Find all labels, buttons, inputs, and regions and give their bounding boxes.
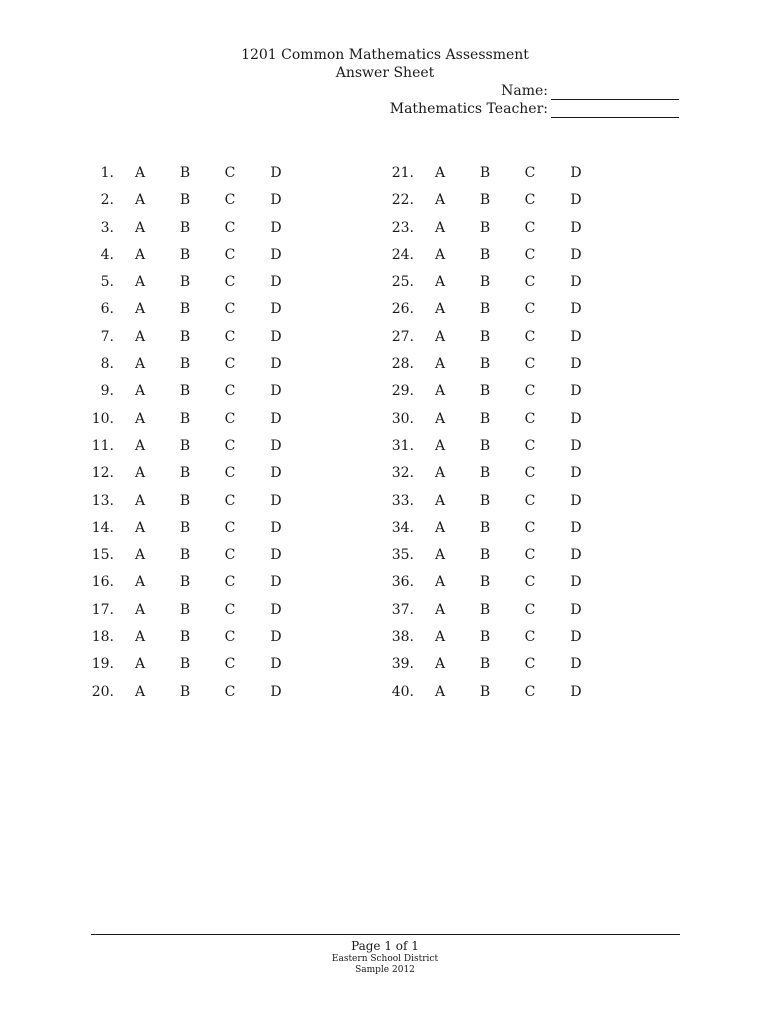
answer-option-c[interactable]: C (524, 519, 536, 536)
answer-option-d[interactable]: D (570, 383, 582, 400)
question-number: 33. (391, 492, 414, 509)
answer-option-b[interactable]: B (179, 574, 191, 591)
question-number: 1. (100, 165, 114, 181)
answer-option-c[interactable]: C (224, 192, 236, 209)
answer-option-d[interactable]: D (570, 410, 582, 427)
answer-option-a[interactable]: A (434, 437, 446, 454)
answer-option-b[interactable]: B (479, 465, 491, 482)
answer-option-c[interactable]: C (524, 165, 536, 181)
answer-option-d[interactable]: D (270, 683, 282, 700)
answer-option-a[interactable]: A (434, 574, 446, 591)
answer-option-d[interactable]: D (270, 547, 282, 564)
answer-option-d[interactable]: D (270, 328, 282, 345)
answer-option-d[interactable]: D (270, 165, 282, 181)
answer-option-b[interactable]: B (479, 574, 491, 591)
answer-option-c[interactable]: C (224, 629, 236, 646)
answer-option-d[interactable]: D (570, 301, 582, 318)
answer-option-a[interactable]: A (134, 274, 146, 291)
answer-option-a[interactable]: A (134, 356, 146, 373)
answer-option-a[interactable]: A (434, 492, 446, 509)
question-number: 18. (91, 629, 114, 646)
answer-option-b[interactable]: B (179, 219, 191, 236)
answer-option-b[interactable]: B (479, 383, 491, 400)
teacher-blank-line[interactable] (551, 103, 679, 118)
answer-option-b[interactable]: B (179, 465, 191, 482)
answer-option-a[interactable]: A (434, 683, 446, 700)
answer-option-d[interactable]: D (570, 547, 582, 564)
answer-option-c[interactable]: C (224, 547, 236, 564)
answer-option-d[interactable]: D (270, 246, 282, 263)
answer-option-b[interactable]: B (179, 192, 191, 209)
answer-option-a[interactable]: A (134, 683, 146, 700)
answer-option-b[interactable]: B (179, 356, 191, 373)
question-number: 7. (100, 328, 114, 345)
answer-option-b[interactable]: B (479, 656, 491, 673)
answer-option-c[interactable]: C (224, 683, 236, 700)
answer-option-c[interactable]: C (524, 219, 536, 236)
answer-option-c[interactable]: C (524, 301, 536, 318)
answer-option-a[interactable]: A (434, 383, 446, 400)
answer-option-c[interactable]: C (524, 465, 536, 482)
answer-option-d[interactable]: D (570, 165, 582, 181)
answer-option-a[interactable]: A (134, 656, 146, 673)
answer-option-c[interactable]: C (524, 437, 536, 454)
answer-option-c[interactable]: C (224, 410, 236, 427)
answer-option-a[interactable]: A (134, 328, 146, 345)
answer-option-b[interactable]: B (179, 547, 191, 564)
footer-divider (91, 934, 680, 935)
question-number: 14. (91, 519, 114, 536)
answer-option-b[interactable]: B (479, 165, 491, 181)
answer-option-b[interactable]: B (179, 165, 191, 181)
question-number: 12. (91, 465, 114, 482)
answer-option-d[interactable]: D (570, 574, 582, 591)
answer-option-b[interactable]: B (179, 601, 191, 618)
answer-option-a[interactable]: A (134, 165, 146, 181)
answer-option-d[interactable]: D (570, 601, 582, 618)
answer-option-c[interactable]: C (224, 465, 236, 482)
answer-option-c[interactable]: C (224, 219, 236, 236)
answer-option-b[interactable]: B (479, 328, 491, 345)
answer-option-b[interactable]: B (179, 656, 191, 673)
answer-option-d[interactable]: D (570, 465, 582, 482)
answer-option-b[interactable]: B (179, 301, 191, 318)
answer-option-d[interactable]: D (270, 519, 282, 536)
answer-option-b[interactable]: B (179, 383, 191, 400)
answer-option-c[interactable]: C (524, 274, 536, 291)
answer-option-d[interactable]: D (270, 629, 282, 646)
answer-option-c[interactable]: C (524, 547, 536, 564)
answer-option-c[interactable]: C (224, 492, 236, 509)
answer-option-c[interactable]: C (524, 601, 536, 618)
answer-option-a[interactable]: A (434, 656, 446, 673)
answer-option-d[interactable]: D (270, 301, 282, 318)
question-number: 19. (91, 656, 114, 673)
answer-option-b[interactable]: B (479, 410, 491, 427)
answer-option-a[interactable]: A (434, 328, 446, 345)
answer-option-a[interactable]: A (434, 547, 446, 564)
answer-option-a[interactable]: A (134, 519, 146, 536)
question-number: 31. (391, 437, 414, 454)
answer-option-a[interactable]: A (134, 192, 146, 209)
question-number: 36. (391, 574, 414, 591)
sample-year: Sample 2012 (355, 965, 415, 975)
question-number: 32. (391, 465, 414, 482)
answer-option-c[interactable]: C (224, 574, 236, 591)
answer-option-c[interactable]: C (224, 301, 236, 318)
answer-option-c[interactable]: C (524, 410, 536, 427)
teacher-field-row (390, 100, 679, 118)
answer-option-d[interactable]: D (570, 328, 582, 345)
answer-option-b[interactable]: B (479, 519, 491, 536)
answer-option-c[interactable]: C (224, 437, 236, 454)
answer-option-a[interactable]: A (134, 492, 146, 509)
answer-option-b[interactable]: B (179, 492, 191, 509)
question-number: 4. (100, 246, 114, 263)
answer-option-c[interactable]: C (224, 165, 236, 181)
question-number: 11. (91, 437, 114, 454)
answer-option-c[interactable]: C (524, 192, 536, 209)
answer-option-d[interactable]: D (570, 192, 582, 209)
answer-option-b[interactable]: B (179, 410, 191, 427)
question-number: 30. (391, 410, 414, 427)
answer-option-b[interactable]: B (179, 437, 191, 454)
answer-option-c[interactable]: C (524, 356, 536, 373)
answer-option-a[interactable]: A (434, 301, 446, 318)
answer-option-a[interactable]: A (134, 383, 146, 400)
answer-option-d[interactable]: D (270, 574, 282, 591)
answer-option-d[interactable]: D (570, 274, 582, 291)
question-number: 15. (91, 547, 114, 564)
answer-option-b[interactable]: B (479, 492, 491, 509)
document-subtitle: Answer Sheet (335, 65, 435, 81)
answer-option-d[interactable]: D (270, 219, 282, 236)
answer-option-d[interactable]: D (270, 437, 282, 454)
answer-option-c[interactable]: C (224, 383, 236, 400)
answer-option-b[interactable]: B (179, 519, 191, 536)
answer-option-d[interactable]: D (270, 410, 282, 427)
answer-option-a[interactable]: A (434, 356, 446, 373)
question-number: 3. (100, 219, 114, 236)
answer-option-a[interactable]: A (434, 629, 446, 646)
answer-option-b[interactable]: B (479, 683, 491, 700)
name-blank-line[interactable] (551, 85, 679, 100)
answer-option-a[interactable]: A (434, 274, 446, 291)
question-number: 13. (91, 492, 114, 509)
question-number: 25. (391, 274, 414, 291)
answer-option-a[interactable]: A (134, 629, 146, 646)
answer-option-d[interactable]: D (270, 192, 282, 209)
answer-option-c[interactable]: C (224, 274, 236, 291)
answer-option-d[interactable]: D (270, 601, 282, 618)
answer-option-a[interactable]: A (134, 301, 146, 318)
question-number: 27. (391, 328, 414, 345)
answer-option-a[interactable]: A (434, 601, 446, 618)
document-footer (0, 939, 770, 976)
answer-option-b[interactable]: B (479, 601, 491, 618)
question-number: 37. (391, 601, 414, 618)
answer-option-b[interactable]: B (479, 301, 491, 318)
question-number: 2. (100, 192, 114, 209)
answer-option-c[interactable]: C (524, 328, 536, 345)
answer-option-b[interactable]: B (179, 328, 191, 345)
answer-option-d[interactable]: D (270, 465, 282, 482)
answer-option-c[interactable]: C (224, 519, 236, 536)
answer-option-a[interactable]: A (434, 410, 446, 427)
question-number: 8. (100, 356, 114, 373)
question-number: 22. (391, 192, 414, 209)
answer-option-a[interactable]: A (134, 246, 146, 263)
question-number: 24. (391, 246, 414, 263)
answer-option-c[interactable]: C (524, 656, 536, 673)
document-header (0, 46, 770, 82)
answer-option-c[interactable]: C (524, 574, 536, 591)
answer-option-d[interactable]: D (570, 629, 582, 646)
answer-option-a[interactable]: A (134, 219, 146, 236)
name-label: Name: (501, 83, 548, 99)
answer-option-b[interactable]: B (179, 246, 191, 263)
answer-option-b[interactable]: B (479, 274, 491, 291)
answer-option-b[interactable]: B (479, 629, 491, 646)
answer-option-b[interactable]: B (479, 356, 491, 373)
answer-option-d[interactable]: D (570, 519, 582, 536)
answer-option-b[interactable]: B (479, 192, 491, 209)
answer-option-b[interactable]: B (479, 437, 491, 454)
answer-option-c[interactable]: C (224, 246, 236, 263)
question-number: 34. (391, 519, 414, 536)
question-number: 5. (100, 274, 114, 291)
answer-option-c[interactable]: C (224, 656, 236, 673)
question-number: 6. (100, 301, 114, 318)
question-number: 28. (391, 356, 414, 373)
answer-option-c[interactable]: C (524, 246, 536, 263)
question-number: 9. (100, 383, 114, 400)
question-number: 20. (91, 683, 114, 700)
answer-option-b[interactable]: B (179, 274, 191, 291)
name-field-row (501, 82, 679, 100)
question-number: 21. (391, 165, 414, 181)
answer-option-a[interactable]: A (134, 410, 146, 427)
answer-option-a[interactable]: A (434, 165, 446, 181)
question-number: 26. (391, 301, 414, 318)
answer-option-d[interactable]: D (270, 492, 282, 509)
answer-option-a[interactable]: A (134, 547, 146, 564)
answer-option-c[interactable]: C (224, 356, 236, 373)
question-number: 10. (91, 410, 114, 427)
answer-option-a[interactable]: A (434, 246, 446, 263)
district-name: Eastern School District (331, 954, 439, 964)
answer-option-d[interactable]: D (570, 683, 582, 700)
answer-option-b[interactable]: B (479, 219, 491, 236)
answer-option-a[interactable]: A (434, 465, 446, 482)
answer-option-d[interactable]: D (570, 219, 582, 236)
answer-option-b[interactable]: B (479, 547, 491, 564)
answer-option-b[interactable]: B (479, 246, 491, 263)
answer-option-c[interactable]: C (524, 683, 536, 700)
answer-option-d[interactable]: D (270, 383, 282, 400)
answer-option-a[interactable]: A (434, 192, 446, 209)
question-number: 39. (391, 656, 414, 673)
page-number: Page 1 of 1 (351, 939, 419, 953)
answer-option-d[interactable]: D (270, 356, 282, 373)
document-title: 1201 Common Mathematics Assessment (241, 47, 529, 63)
answer-option-c[interactable]: C (224, 601, 236, 618)
answer-option-d[interactable]: D (270, 656, 282, 673)
teacher-label: Mathematics Teacher: (389, 101, 548, 117)
answer-option-d[interactable]: D (570, 437, 582, 454)
answer-option-c[interactable]: C (524, 629, 536, 646)
question-number: 29. (391, 383, 414, 400)
answer-option-d[interactable]: D (570, 656, 582, 673)
question-number: 35. (391, 547, 414, 564)
answer-option-d[interactable]: D (570, 246, 582, 263)
answer-option-a[interactable]: A (434, 519, 446, 536)
answer-option-d[interactable]: D (270, 274, 282, 291)
answer-option-a[interactable]: A (134, 601, 146, 618)
question-number: 38. (391, 629, 414, 646)
question-number: 17. (91, 601, 114, 618)
answer-option-c[interactable]: C (524, 492, 536, 509)
answer-option-d[interactable]: D (570, 492, 582, 509)
question-number: 40. (391, 683, 414, 700)
answer-option-d[interactable]: D (570, 356, 582, 373)
answer-option-c[interactable]: C (524, 383, 536, 400)
question-number: 23. (391, 219, 414, 236)
answer-option-c[interactable]: C (224, 328, 236, 345)
answer-option-b[interactable]: B (179, 683, 191, 700)
question-number: 16. (91, 574, 114, 591)
answer-option-a[interactable]: A (134, 465, 146, 482)
answer-option-b[interactable]: B (179, 629, 191, 646)
answer-option-a[interactable]: A (134, 437, 146, 454)
answer-option-a[interactable]: A (434, 219, 446, 236)
answer-option-a[interactable]: A (134, 574, 146, 591)
